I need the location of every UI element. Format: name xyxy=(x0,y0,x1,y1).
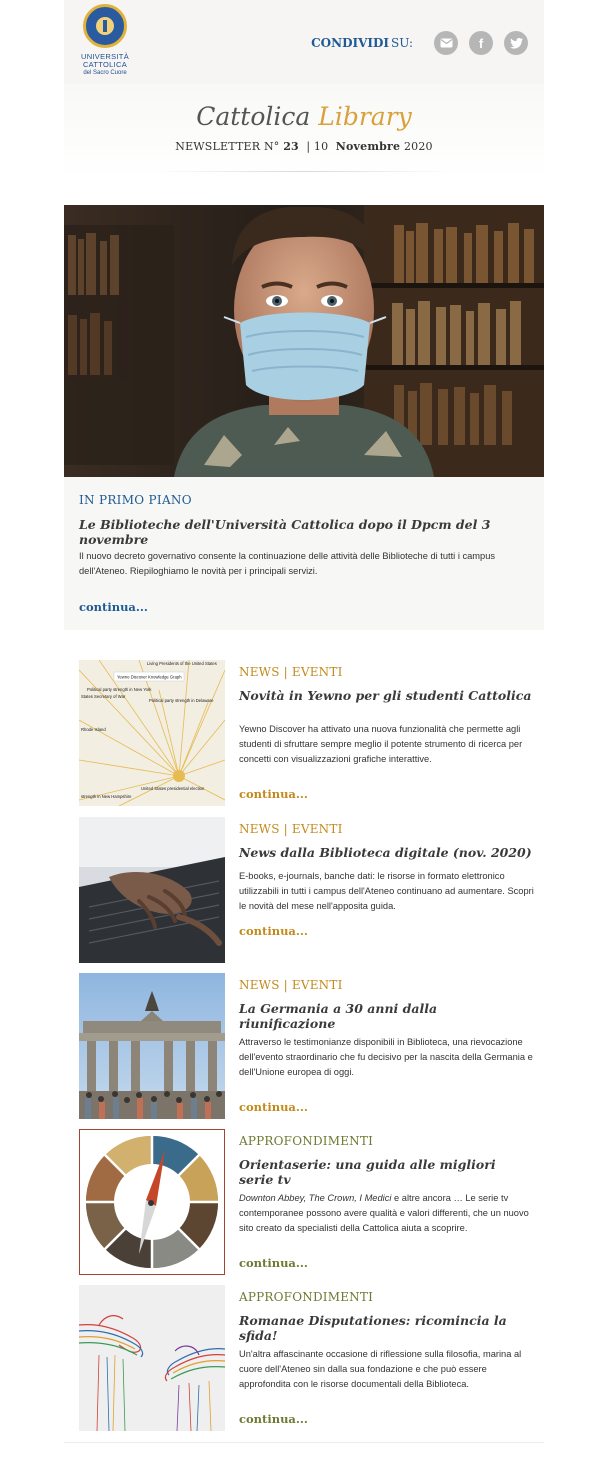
article-kicker: NEWS | EVENTI xyxy=(239,978,343,992)
article-continue-link[interactable]: continua... xyxy=(239,787,308,801)
twitter-icon[interactable] xyxy=(504,31,528,55)
share-bar xyxy=(311,30,528,56)
yewno-node-4: Political party strength in Delaware xyxy=(149,698,214,703)
yewno-node-6: United States presidential election xyxy=(141,786,205,791)
article-title[interactable]: La Germania a 30 anni dalla riunificazione xyxy=(239,1001,438,1031)
facebook-icon[interactable]: f xyxy=(469,31,493,55)
masthead-divider xyxy=(154,171,454,172)
email-icon[interactable] xyxy=(434,31,458,55)
article-title[interactable]: Romanae Disputationes: ricomincia la sfida! xyxy=(239,1313,507,1343)
hero-image[interactable] xyxy=(64,205,544,477)
share-suffix: SU: xyxy=(391,36,413,50)
article-item xyxy=(64,1129,544,1277)
article-continue-link[interactable]: continua... xyxy=(239,1412,308,1426)
university-seal-icon xyxy=(83,4,127,48)
logo-line-2: CATTOLICA xyxy=(82,60,128,69)
masthead xyxy=(64,84,544,178)
issue-prefix: NEWSLETTER N° xyxy=(175,140,280,153)
article-text-italic: Downton Abbey, The Crown, I Medici xyxy=(239,1193,392,1203)
university-logo[interactable] xyxy=(80,4,130,80)
article-item xyxy=(64,817,544,965)
article-item xyxy=(64,973,544,1121)
article-item xyxy=(64,660,544,808)
hero-card xyxy=(64,477,544,630)
article-text: Yewno Discover ha attivato una nuova funzionalità che permette agli studenti di sfruttare sempre meglio il potente strumento di ricerca per concetti con visualizzazioni grafiche interattive. xyxy=(239,724,523,764)
hero-title[interactable]: Le Biblioteche dell'Università Cattolica dopo il Dpcm del 3 novembre xyxy=(79,517,491,547)
logo-line-3: del Sacro Cuore xyxy=(83,70,127,76)
title-library: Library xyxy=(318,102,412,131)
footer-divider xyxy=(64,1442,544,1443)
logo-line-1: UNIVERSITÀ xyxy=(80,52,129,61)
issue-line xyxy=(64,140,544,153)
article-continue-link[interactable]: continua... xyxy=(239,924,308,938)
issue-month: Novembre xyxy=(335,140,401,153)
article-title[interactable]: Novità in Yewno per gli studenti Cattolica xyxy=(239,688,532,703)
header-bar xyxy=(64,0,544,84)
article-text-rest: e altre ancora … Le serie tv contemporanee possono avere qualità e valori differenti, che un nuovo sito creato da specialisti della Cattolica aiuta a scoprire. xyxy=(239,1193,529,1233)
share-label: CONDIVIDI xyxy=(311,36,390,50)
article-thumb-brandenburg[interactable] xyxy=(79,973,225,1119)
article-thumb-hands[interactable] xyxy=(79,1285,225,1431)
yewno-node-7: strength in New Hampshire xyxy=(81,794,132,799)
article-text: Attraverso le testimonianze disponibili in Biblioteca, una rievocazione dell'evento straordinario che fu decisivo per la nascita della Germania e dell'Unione europea di oggi. xyxy=(239,1037,533,1077)
article-kicker: APPROFONDIMENTI xyxy=(239,1290,374,1304)
article-text: E-books, e-journals, banche dati: le risorse in formato elettronico utilizzabili in tutti i campus dell'Ateneo continuano ad aumentare. Scopri le novità del mese nell'apposita guida. xyxy=(239,871,534,911)
article-kicker: NEWS | EVENTI xyxy=(239,822,343,836)
hero-kicker: IN PRIMO PIANO xyxy=(79,493,192,507)
issue-number: 23 xyxy=(283,140,299,153)
yewno-node-8: States Secretary of War xyxy=(81,694,126,699)
yewno-node-2: Yewno Discover Knowledge Graph xyxy=(117,674,182,680)
article-title[interactable]: Orientaserie: una guida alle migliori serie tv xyxy=(239,1157,496,1187)
yewno-node-1: Living Presidents of the United States xyxy=(147,661,217,666)
article-title[interactable]: News dalla Biblioteca digitale (nov. 2020) xyxy=(239,845,532,860)
title-cattolica: Cattolica xyxy=(196,102,311,131)
article-thumb-yewno[interactable] xyxy=(79,660,225,806)
yewno-node-5: Rhode Island xyxy=(81,727,106,732)
hero-continue-link[interactable]: continua... xyxy=(79,600,148,614)
issue-year: 2020 xyxy=(403,140,433,153)
article-item xyxy=(64,1285,544,1433)
hero-text: Il nuovo decreto governativo consente la continuazione delle attività delle Biblioteche di tutti i campus dell'Ateneo. Riepiloghiamo le novità per i principali servizi. xyxy=(79,551,496,576)
article-kicker: NEWS | EVENTI xyxy=(239,665,343,679)
article-continue-link[interactable]: continua... xyxy=(239,1256,308,1270)
newsletter-title xyxy=(64,102,544,131)
article-thumb-laptop[interactable] xyxy=(79,817,225,963)
article-kicker: APPROFONDIMENTI xyxy=(239,1134,374,1148)
article-text: Un'altra affascinante occasione di riflessione sulla filosofia, marina al cuore dell'Ateneo sin dalla sua fondazione e che può essere approfondita con le risorse documentali della Biblioteca. xyxy=(239,1349,522,1389)
article-text xyxy=(239,1191,534,1236)
yewno-node-3: Political party strength in New York xyxy=(87,687,152,692)
issue-separator: | 10 xyxy=(306,140,329,153)
article-thumb-orientaserie[interactable] xyxy=(79,1129,225,1275)
article-continue-link[interactable]: continua... xyxy=(239,1100,308,1114)
